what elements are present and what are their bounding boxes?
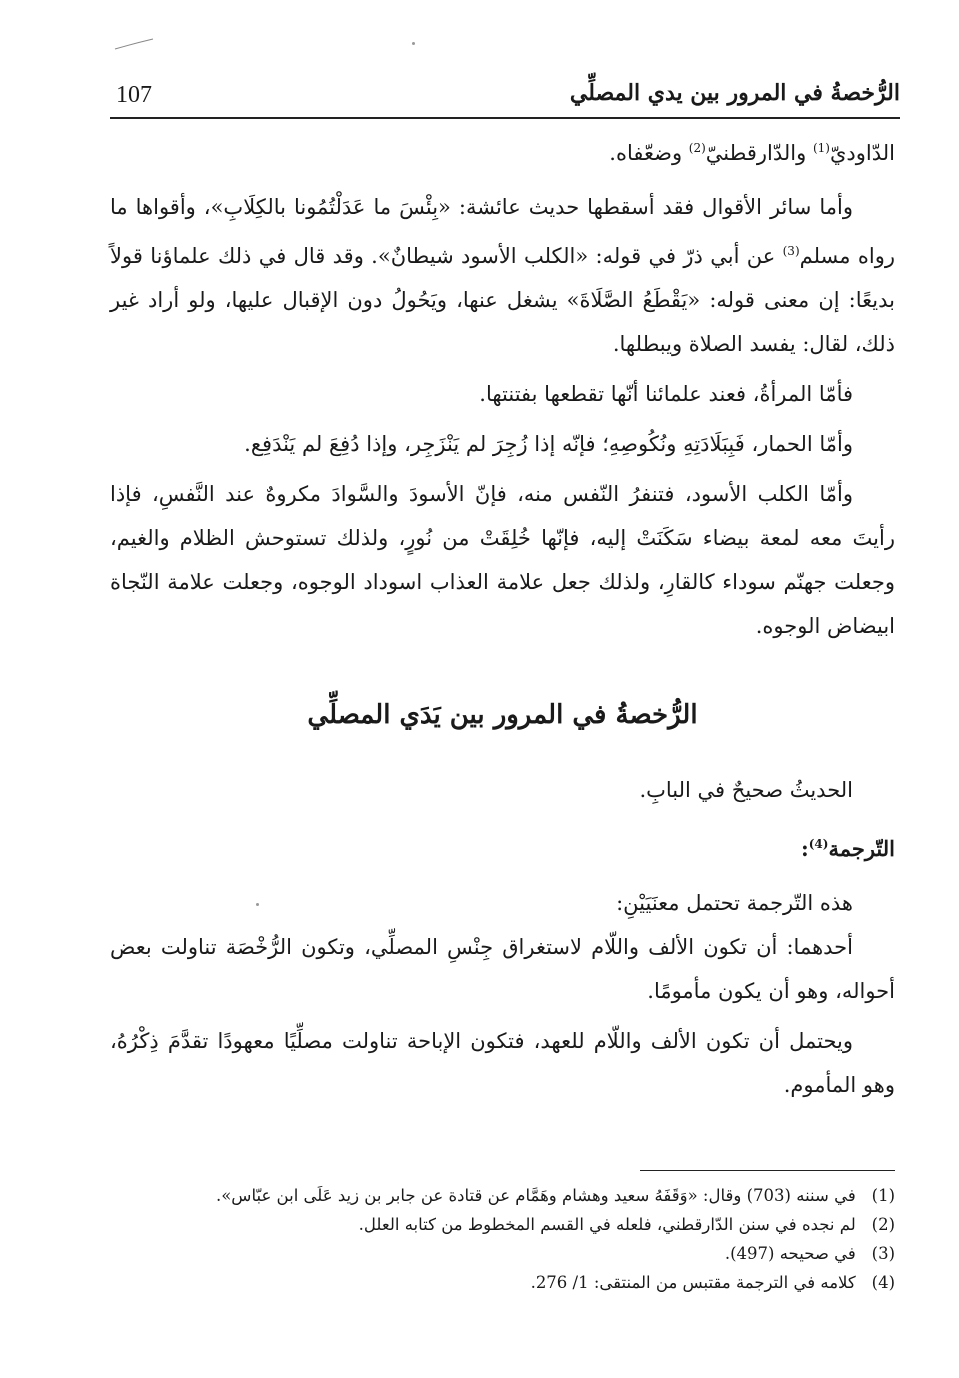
page-header [110, 78, 900, 118]
footnote-item [110, 1268, 895, 1297]
paragraph-1 [110, 126, 895, 175]
footnotes [110, 1181, 895, 1297]
paragraph-3: فأمّا المرأةُ، فعند علمائنا أنّها تقطعها بفتنتها. [479, 382, 853, 406]
footnote-number: (2) [871, 1215, 895, 1234]
footnote-item [110, 1210, 895, 1239]
paragraph-7: هذه التّرجمة تحتمل معنَيَيْنِ: [616, 891, 853, 915]
paragraph-text: عن أبي ذرّ في قوله: «الكلب الأسود شيطانٌ». وقد قال في ذلك علماؤنا قولاً بديعًا: إن معنى قوله: «يَقْطَعُ الصَّلَاةَ» يشغل عنها، ويَحُولُ دون الإقبال عليها، ولو أراد غير ذلك، لقال: يفسد الصلاة ويبطلها. [110, 244, 895, 356]
footnote-ref: (4) [808, 837, 829, 851]
paragraph-8: أحدهما: أن تكون الألف واللّام لاستغراق جِنْسِ المصلِّي، وتكون الرُّخْصَة تناولت بعض أحواله، وهو أن يكون مأمومًا. [110, 935, 895, 1003]
scan-mark [114, 38, 154, 50]
footnote-text: كلامه في الترجمة مقتبس من المنتقى: 1/ 276. [530, 1273, 856, 1292]
paragraph-5: وأمّا الكلب الأسود، فتنفرُ النّفس منه، فإنّ الأسودَ والسَّوادَ مكروهٌ عند النَّفسِ، فإذا رأيتَ معه لمعة بيضاء سَكَنَتْ إليه، فإنّها خُلِقَتْ من نُورٍ، ولذلك تستوحش الظلام والغيم، وجعلت جهنّم سوداء كالقارِ، ولذلك جعل علامة العذاب اسوداد الوجوه، وجعلت علامة النّجاة ابيضاض الوجوه. [110, 482, 895, 638]
paragraph-text: وضعّفاه. [609, 141, 689, 165]
subheading-label: التّرجمة [828, 836, 895, 861]
running-title: الرُّخصةُ في المرور بين يدي المصلِّي [569, 80, 900, 106]
paragraph-text: وأما سائر الأقوال فقد أسقطها حديث عائشة: «بِئْسَ ما عَدَلْتُمُونا بالكِلَابِ»، وأقواها ما رواه مسلم [110, 195, 895, 268]
paragraph-9: ويحتمل أن تكون الألف واللّام للعهد، فتكون الإباحة تناولت مصلِّيًا معهودًا تقدَّمَ ذِكْرُهُ، وهو المأموم. [110, 1029, 895, 1097]
paragraph-text: الدّاوديّ [829, 141, 895, 165]
footnote-text: في سننه (703) وقال: «وَقَفَهُ سعيد وهشام وهَمَّام عن قتادة عن جابر بن زيد عَلَى ابن عبّاس». [215, 1186, 856, 1205]
paragraph-2 [110, 185, 895, 366]
footnote-number: (1) [871, 1186, 895, 1205]
footnote-rule [640, 1170, 895, 1171]
page-body [110, 126, 895, 1113]
tarjama-subheading [110, 822, 895, 871]
subheading-colon: : [800, 836, 809, 861]
footnote-ref: (1) [812, 141, 830, 155]
header-rule [110, 117, 900, 119]
paragraph-4: وأمّا الحمار، فَبِبَلَادَتِهِ ونُكُوصِهِ؛ فإنّه إذا زُجِرَ لم يَنْزَجِر، وإذا دُفِعَ لم يَنْدَفِع. [244, 432, 853, 456]
paragraph-text: والدّارقطنيّ [705, 141, 813, 165]
footnote-item [110, 1181, 895, 1210]
section-heading: الرُّخصةُ في المرور بين يَدَي المصلِّي [307, 700, 698, 730]
page-number: 107 [116, 82, 152, 108]
footnote-item [110, 1239, 895, 1268]
footnote-number: (3) [871, 1244, 895, 1263]
footnote-number: (4) [871, 1273, 895, 1292]
footnote-ref: (3) [782, 244, 800, 258]
scan-speck [412, 42, 415, 45]
footnote-ref: (2) [688, 141, 706, 155]
paragraph-6: الحديثُ صحيحٌ في البابِ. [639, 778, 853, 802]
footnote-text: لم نجده في سنن الدّارقطني، فلعله في القسم المخطوط من كتابه العلل. [358, 1215, 856, 1234]
footnote-text: في صحيحه (497). [724, 1244, 856, 1263]
